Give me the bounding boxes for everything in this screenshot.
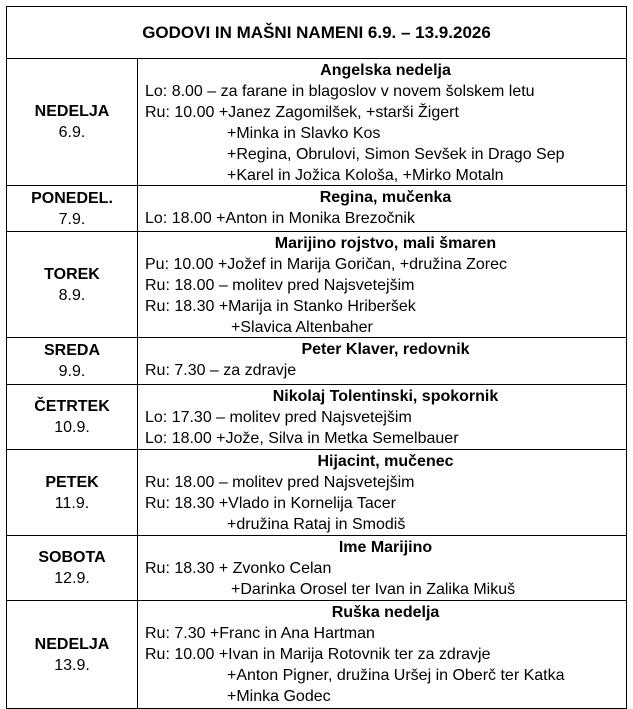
feast-name: Nikolaj Tolentinski, spokornik bbox=[272, 388, 499, 405]
intentions-cell bbox=[138, 601, 626, 708]
day-cell bbox=[7, 450, 138, 535]
feast-name: Ime Marijino bbox=[338, 539, 433, 556]
day-cell bbox=[7, 232, 138, 337]
day-date: 11.9. bbox=[54, 494, 90, 512]
intention-line: Ru: 10.00 +Janez Zagomilšek, +starši Žigert bbox=[145, 104, 459, 121]
feast-name: Hijacint, mučenec bbox=[317, 453, 454, 470]
day-name: PONEDEL. bbox=[31, 189, 113, 207]
day-cell bbox=[7, 385, 138, 449]
intention-line: +Slavica Altenbaher bbox=[231, 319, 373, 336]
day-cell bbox=[7, 186, 138, 231]
intentions-cell bbox=[138, 186, 626, 231]
schedule-title: GODOVI IN MAŠNI NAMENI 6.9. – 13.9.2026 bbox=[7, 7, 626, 59]
day-name: TOREK bbox=[44, 265, 100, 283]
mass-schedule-table bbox=[6, 6, 627, 709]
feast-name: Ruška nedelja bbox=[331, 604, 440, 621]
intention-line: Lo: 18.00 +Jože, Silva in Metka Semelbauer bbox=[145, 430, 459, 447]
intention-line: Pu: 10.00 +Jožef in Marija Goričan, +družina Zorec bbox=[145, 256, 507, 273]
day-date: 6.9. bbox=[58, 124, 86, 141]
day-date: 9.9. bbox=[58, 363, 86, 380]
intention-line: Ru: 7.30 – za zdravje bbox=[145, 362, 297, 379]
day-row-sunday-13 bbox=[7, 601, 626, 708]
feast-name: Angelska nedelja bbox=[320, 62, 451, 79]
intention-line: Ru: 7.30 +Franc in Ana Hartman bbox=[145, 625, 375, 642]
intention-line: Lo: 18.00 +Anton in Monika Brezočnik bbox=[145, 210, 415, 227]
intention-line: Ru: 18.00 – molitev pred Najsvetejšim bbox=[145, 277, 415, 294]
day-cell bbox=[7, 601, 138, 708]
day-date: 12.9. bbox=[54, 570, 90, 587]
intention-line: +Minka Godec bbox=[227, 688, 331, 705]
intention-line: +Darinka Orosel ter Ivan in Zalika Mikuš bbox=[231, 581, 516, 598]
day-date: 8.9. bbox=[58, 286, 86, 304]
intention-line: +Regina, Obrulovi, Simon Sevšek in Drago Sep bbox=[227, 146, 565, 163]
intention-line: Ru: 18.30 + Zvonko Celan bbox=[145, 560, 332, 577]
intention-line: +Anton Pigner, družina Uršej in Oberč ter Katka bbox=[227, 667, 565, 684]
intention-line: Ru: 10.00 +Ivan in Marija Rotovnik ter za zdravje bbox=[145, 646, 491, 663]
feast-name: Regina, mučenka bbox=[319, 189, 452, 206]
day-name: PETEK bbox=[45, 473, 99, 491]
day-date: 13.9. bbox=[54, 656, 90, 674]
intention-line: Ru: 18.30 +Vlado in Kornelija Tacer bbox=[145, 495, 396, 512]
intention-line: +Karel in Jožica Kološa, +Mirko Motaln bbox=[227, 167, 504, 184]
day-row-wednesday-9 bbox=[7, 338, 626, 385]
day-row-friday-11 bbox=[7, 450, 626, 536]
intention-line: Lo: 8.00 – za farane in blagoslov v novem šolskem letu bbox=[145, 83, 535, 100]
intention-line: Lo: 17.30 – molitev pred Najsvetejšim bbox=[145, 409, 412, 426]
intentions-cell bbox=[138, 338, 626, 384]
day-row-sunday-6 bbox=[7, 59, 626, 186]
intentions-cell bbox=[138, 59, 626, 185]
day-name: SOBOTA bbox=[38, 549, 106, 566]
day-cell bbox=[7, 338, 138, 384]
day-cell bbox=[7, 536, 138, 600]
day-row-saturday-12 bbox=[7, 536, 626, 601]
feast-name: Marijino rojstvo, mali šmaren bbox=[274, 235, 497, 252]
intention-line: Ru: 18.00 – molitev pred Najsvetejšim bbox=[145, 474, 415, 491]
intentions-cell bbox=[138, 385, 626, 449]
day-name: ČETRTEK bbox=[34, 398, 110, 415]
intention-line: Ru: 18.30 +Marija in Stanko Hriberšek bbox=[145, 298, 416, 315]
intention-line: +Minka in Slavko Kos bbox=[227, 125, 381, 142]
day-cell bbox=[7, 59, 138, 185]
day-row-monday-7 bbox=[7, 186, 626, 232]
day-name: SREDA bbox=[43, 342, 100, 359]
intention-line: +družina Rataj in Smodiš bbox=[227, 516, 406, 533]
day-name: NEDELJA bbox=[34, 103, 110, 120]
day-row-thursday-10 bbox=[7, 385, 626, 450]
intentions-cell bbox=[138, 450, 626, 535]
intentions-cell bbox=[138, 536, 626, 600]
feast-name: Peter Klaver, redovnik bbox=[301, 341, 470, 358]
day-name: NEDELJA bbox=[34, 635, 110, 653]
day-date: 7.9. bbox=[58, 210, 86, 228]
day-row-tuesday-8 bbox=[7, 232, 626, 338]
intentions-cell bbox=[138, 232, 626, 337]
day-date: 10.9. bbox=[54, 419, 90, 436]
